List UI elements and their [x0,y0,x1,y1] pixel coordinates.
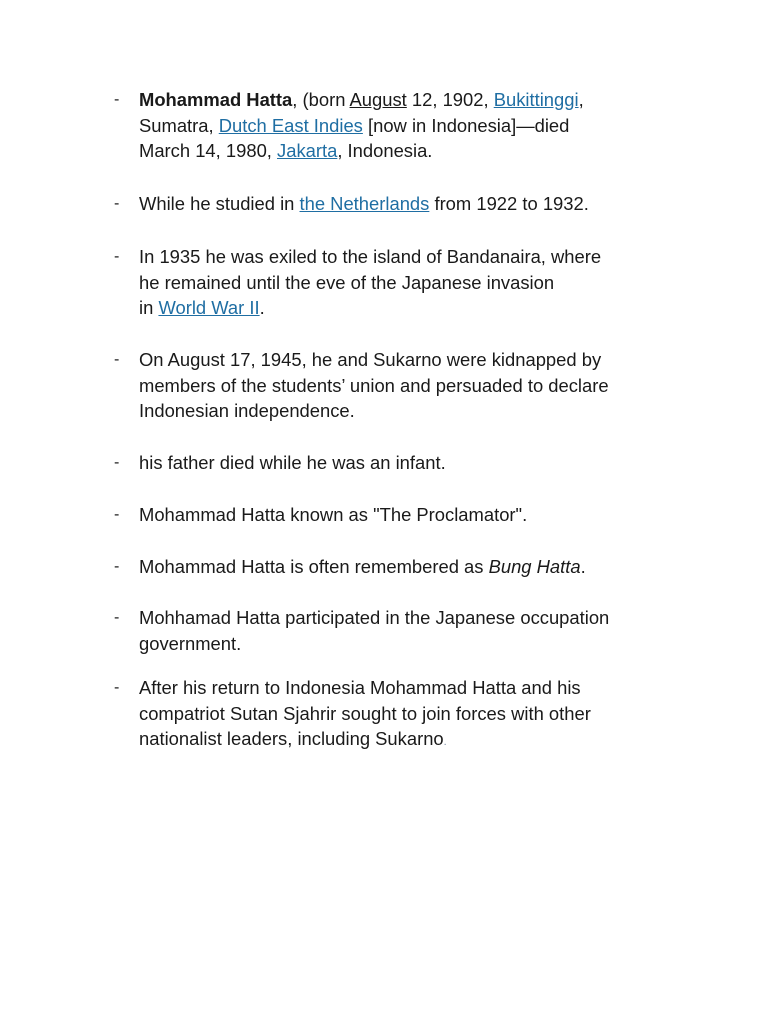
dash-marker: - [114,91,120,108]
dash-marker: - [114,609,120,626]
text-line: his father died while he was an infant. [139,452,446,473]
text-run: in [139,297,159,319]
text-run: . [259,297,265,319]
text-run: March 14, 1980, [139,140,278,162]
bukittinggi-link[interactable]: Bukittinggi [493,89,579,110]
bullet-text [139,244,699,321]
dutch-east-indies-link[interactable]: Dutch East Indies [218,114,363,136]
dash-marker: - [114,506,120,523]
netherlands-link[interactable]: the Netherlands [299,193,430,214]
bullet-text [139,675,699,756]
world-war-ii-link[interactable]: World War II [158,297,260,319]
text-line: On August 17, 1945, he and Sukarno were kidnapped by [139,349,602,370]
text-run: 12, 1902, [406,89,494,110]
text-line [139,554,699,580]
bullet-text [139,554,699,580]
text-line [139,87,699,113]
dash-marker: - [114,454,120,471]
dash-marker: - [114,351,120,368]
bullet-text [139,87,699,164]
text-line: Indonesian independence. [139,400,355,422]
dash-marker: - [114,195,120,212]
text-line: government. [139,632,242,654]
text-run: , (born [292,89,350,110]
text-line: Mohammad Hatta known as "The Proclamator". [139,504,528,525]
text-line [139,138,699,164]
text-line: he remained until the eve of the Japanese invasion [139,271,555,293]
text-run: While he studied in [139,193,300,214]
text-line: After his return to Indonesia Mohammad Hatta and his [139,677,581,698]
dash-marker: - [114,558,120,575]
bullet-text [139,191,699,217]
nickname-text: Bung Hatta [488,556,581,577]
text-run: , [578,89,584,110]
text-line [139,113,699,139]
dash-marker: - [114,679,120,696]
bullet-text [139,605,699,656]
text-line [139,295,699,321]
text-run: nationalist leaders, including Sukarno [139,728,444,750]
text-run: [now in Indonesia]—died [362,114,570,136]
text-line: Mohhamad Hatta participated in the Japanese occupation [139,607,610,628]
jakarta-link[interactable]: Jakarta [277,140,338,162]
text-line: In 1935 he was exiled to the island of Bandanaira, where [139,246,602,267]
text-run: , Indonesia. [337,140,433,162]
bullet-text [139,502,699,528]
text-run: from 1922 to 1932. [429,193,589,214]
august-link[interactable]: August [349,89,407,110]
text-line [139,726,699,756]
text-line: compatriot Sutan Sjahrir sought to join forces with other [139,702,591,724]
bullet-text [139,347,699,424]
text-line [139,191,699,217]
text-run: Sumatra, [139,114,219,136]
person-name: Mohammad Hatta [139,89,293,110]
text-run: . [580,556,586,577]
dash-marker: - [114,248,120,265]
text-line: members of the students’ union and persuaded to declare [139,374,609,396]
text-run: Mohammad Hatta is often remembered as [139,556,489,577]
text-run: . [443,736,447,749]
bullet-text [139,450,699,476]
